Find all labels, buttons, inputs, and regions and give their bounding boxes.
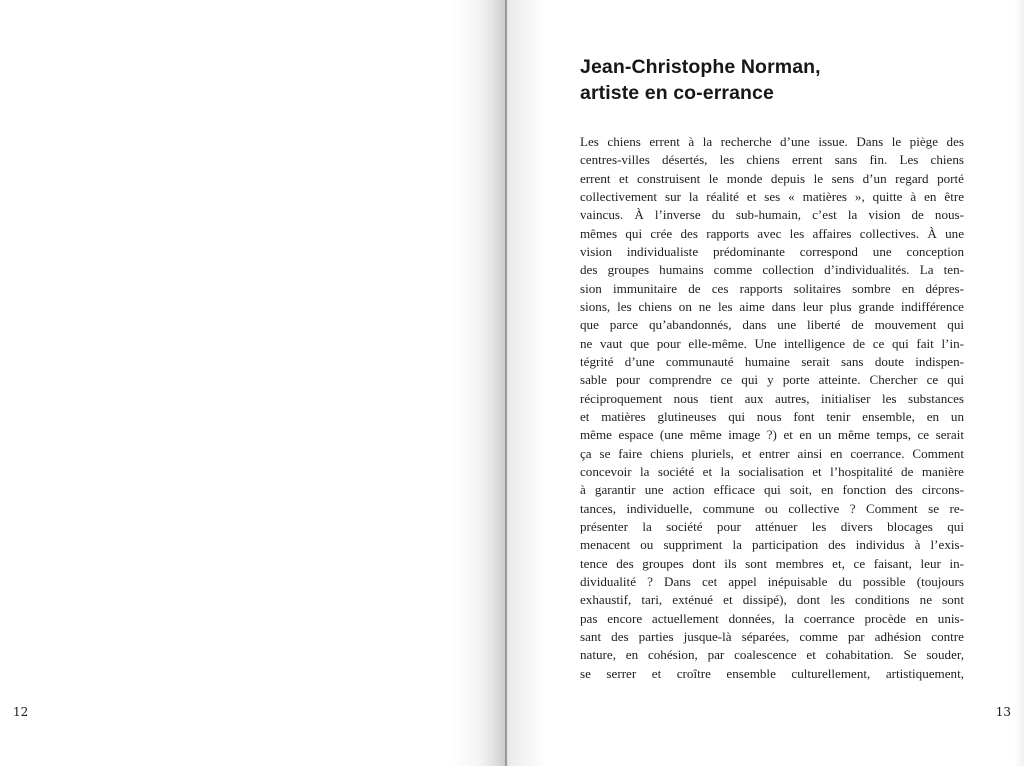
body-text-line: nature, en cohésion, par coalescence et cohabitation. Se souder, [580,647,964,663]
body-text-line: vaincus. À l’inverse du sub-humain, c’est la vision de nous- [580,207,964,223]
body-text-line: ne vaut que pour elle-même. Une intelligence de ce qui fait l’in- [580,335,964,351]
page-gutter [450,0,550,766]
body-text-line: exhaustif, tari, exténué et dissipé), dont les conditions ne sont [580,592,964,608]
body-text-line: tégrité d’une communauté humaine serait sans doute indispen- [580,353,964,369]
page-edge-shadow [1014,0,1024,766]
body-text-line: tances, individuelle, commune ou collective ? Comment se re- [580,500,965,516]
page-number-right: 13 [995,705,1011,719]
body-text-line: concevoir la société et la socialisation et l’hospitalité de manière [580,463,964,479]
body-text-line: réciproquement nous tient aux autres, initialiser les substances [580,390,964,406]
body-text-line: vision individualiste prédominante correspond une conception [580,243,964,259]
body-text-line: sion immunitaire de ces rapports solitaires sombre en dépres- [580,280,964,296]
body-text-line: collectivement sur la réalité et ses « matières », quitte à en être [580,188,965,204]
body-text-line: se serrer et croître ensemble culturellement, artistiquement, [580,665,965,681]
body-text [580,133,964,683]
body-text-line: mêmes qui crée des rapports avec les affaires collectives. À une [580,225,965,241]
body-text-line: errent et construisent le monde depuis le sens d’un regard porté [580,170,964,186]
body-text-line: des groupes humains comme collection d’individualités. La ten- [580,262,964,278]
body-text-line: présenter la société pour atténuer les divers blocages qui [580,518,964,534]
body-text-line: sant des parties jusque-là séparées, comme par adhésion contre [580,628,964,644]
body-text-line: tence des groupes dont ils sont membres et, ce faisant, leur in- [580,555,964,571]
body-text-line: dividualité ? Dans cet appel inépuisable du possible (toujours [580,573,964,589]
chapter-title-line1: Jean-Christophe Norman, [580,56,821,78]
body-text-line: à garantir une action efficace qui soit, en fonction des circons- [580,482,964,498]
body-text-line: ça se faire chiens pluriels, et entrer ainsi en coerrance. Comment [580,445,964,461]
body-text-line: pas encore actuellement données, la coerrance procède en unis- [580,610,964,626]
body-text-line: sions, les chiens on ne les aime dans leur plus grande indifférence [580,298,964,314]
body-text-line: même espace (une même image ?) et en un même temps, ce serait [580,427,964,443]
chapter-title [580,54,821,106]
body-text-line: et matières glutineuses qui nous font tenir ensemble, en un [580,408,964,424]
body-text-line: que parce qu’abandonnés, dans une liberté de mouvement qui [580,317,965,333]
page-number-left: 12 [13,705,29,719]
body-text-line: centres-villes désertés, les chiens errent sans fin. Les chiens [580,152,964,168]
chapter-title-line2: artiste en co-errance [580,82,774,104]
gutter-crease-line [505,0,507,766]
body-text-line: Les chiens errent à la recherche d’une issue. Dans le piège des [580,134,964,149]
body-text-line: menacent ou suppriment la participation des individus à l’exis- [580,537,964,553]
body-text-line: sable pour comprendre ce qui y porte atteinte. Chercher ce qui [580,372,964,388]
